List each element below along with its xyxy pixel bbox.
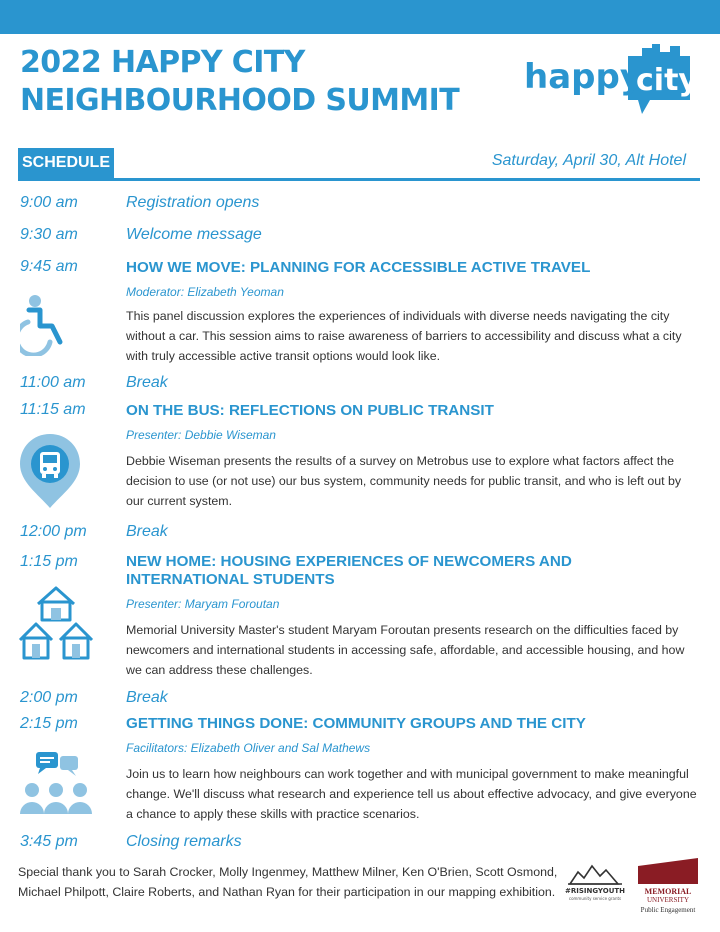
session-title: NEW HOME: HOUSING EXPERIENCES OF NEWCOMERS AND INTERNATIONAL STUDENTS [126,553,572,588]
schedule-divider [18,178,700,181]
session-presenter: Presenter: Maryam Foroutan [126,597,280,611]
session-presenter: Presenter: Debbie Wiseman [126,428,276,442]
session-description: This panel discussion explores the experiences of individuals with diverse needs navigating the city without a car. This session aims to raise awareness of barriers to accessibility and discuss what a city with truly accessible active transit options would look like. [126,309,682,363]
title-line-1: 2022 HAPPY CITY [20,45,305,80]
session-title: GETTING THINGS DONE: COMMUNITY GROUPS AND THE CITY [126,715,586,732]
bus-pin-icon [18,432,82,510]
item-label: Break [126,374,168,391]
session-title: ON THE BUS: REFLECTIONS ON PUBLIC TRANSIT [126,402,494,419]
title-line-2: NEIGHBOURHOOD SUMMIT [20,83,460,118]
session-title: HOW WE MOVE: PLANNING FOR ACCESSIBLE ACTIVE TRAVEL [126,259,591,276]
wheelchair-icon [20,294,68,356]
svg-text:happy: happy [524,57,642,97]
session-facilitators: Facilitators: Elizabeth Oliver and Sal Mathews [126,741,371,755]
item-time: 9:00 am [20,194,78,211]
item-label: Break [126,523,168,540]
session-moderator: Moderator: Elizabeth Yeoman [126,285,284,299]
svg-text:Public Engagement: Public Engagement [640,906,696,914]
svg-text:#RISINGYOUTH: #RISINGYOUTH [564,887,626,895]
item-time: 12:00 pm [20,523,87,540]
item-label: Registration opens [126,194,260,211]
page-title [20,44,459,120]
rising-youth-logo [564,862,626,902]
schedule-tab: SCHEDULE [18,148,114,178]
memorial-university-logo [636,858,700,916]
item-time: 3:45 pm [20,833,78,850]
svg-text:MEMORIAL: MEMORIAL [644,887,692,896]
svg-text:UNIVERSITY: UNIVERSITY [647,896,689,904]
session-time: 2:15 pm [20,715,78,732]
svg-text:community service grants: community service grants [568,896,622,901]
item-time: 2:00 pm [20,689,78,706]
session-time: 11:15 am [20,401,86,418]
item-label: Closing remarks [126,833,242,850]
item-time: 9:30 am [20,226,78,243]
houses-icon [18,584,96,660]
top-banner [0,0,720,34]
session-time: 1:15 pm [20,553,78,570]
item-label: Welcome message [126,226,262,243]
item-label: Break [126,689,168,706]
happy-city-logo [524,44,704,120]
session-description: Memorial University Master's student Maryam Foroutan presents research on the difficulties faced by newcomers and international students in accessing safe, affordable, and accessible housing, and how we can address these challenges. [126,623,685,677]
thanks-note: Special thank you to Sarah Crocker, Molly Ingenmey, Matthew Milner, Ken O'Brien, Scott Osmond, Michael Philpott, Claire Roberts, and Nathan Ryan for their participation in our mapping exhibition. [18,865,558,899]
community-chat-icon [20,750,92,814]
item-time: 11:00 am [20,374,86,391]
event-date: Saturday, April 30, Alt Hotel [491,152,686,169]
session-description: Join us to learn how neighbours can work together and with municipal government to make meaningful change. We'll discuss what research and experience tell us about effective advocacy, and give everyone a chance to apply these skills with practice scenarios. [126,767,697,821]
session-time: 9:45 am [20,258,78,275]
session-description: Debbie Wiseman presents the results of a survey on Metrobus use to explore what factors affect the decision to use (or not use) our bus system, community needs for public transit, and who is left out by our current system. [126,454,682,508]
svg-text:city: city [636,63,698,98]
